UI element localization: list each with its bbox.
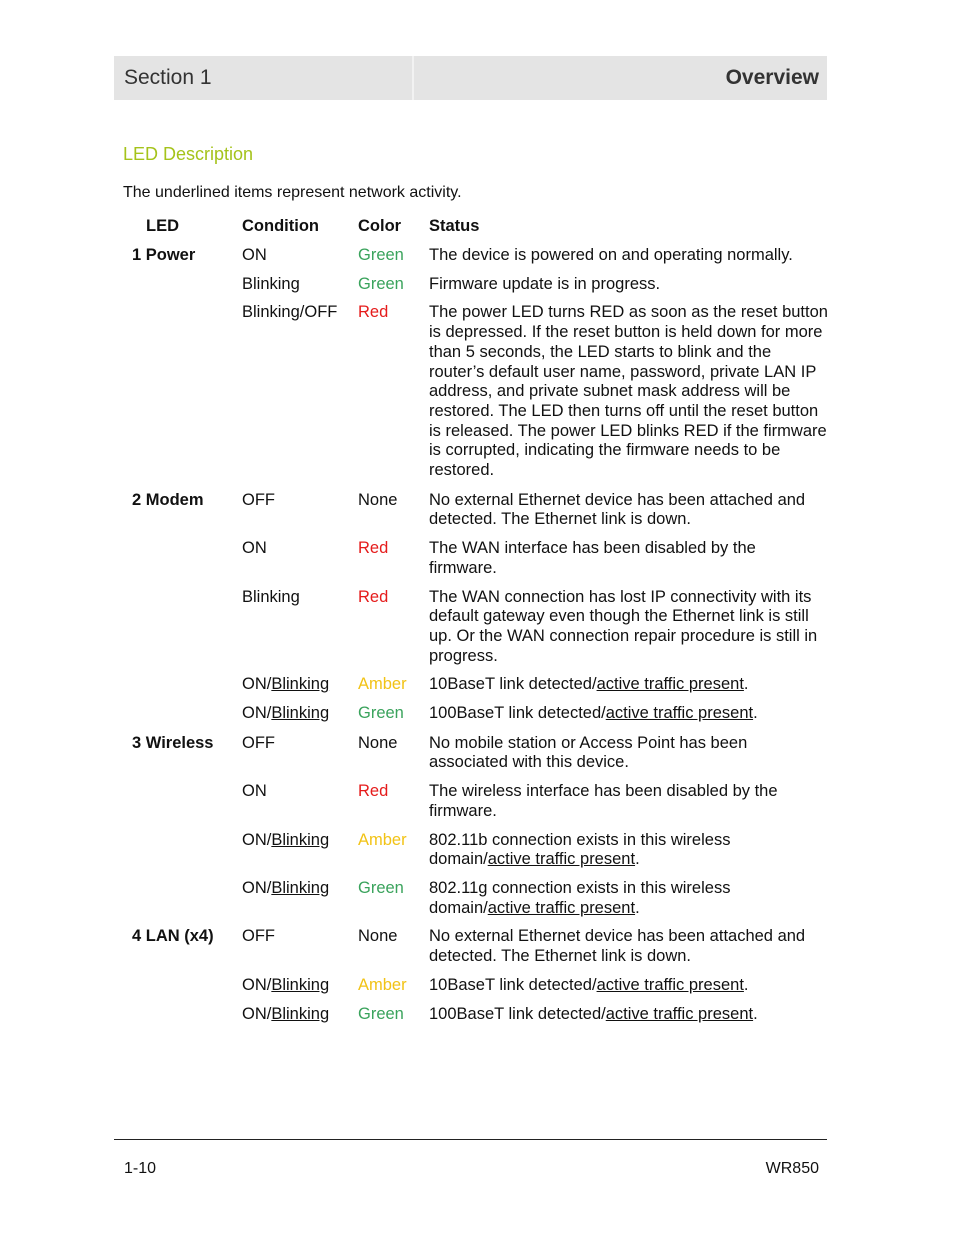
led-condition: ON bbox=[242, 782, 267, 801]
led-table bbox=[123, 217, 828, 1033]
led-name: 1 Power bbox=[132, 246, 196, 264]
table-row bbox=[123, 588, 828, 667]
led-condition: ON/Blinking bbox=[242, 704, 330, 723]
page-number: 1-10 bbox=[124, 1160, 157, 1177]
led-name: 4 LAN (x4) bbox=[132, 927, 214, 946]
led-color: Green bbox=[358, 246, 404, 264]
led-status: The power LED turns RED as soon as the reset button is depressed. If the reset button is held down for more than 5 seconds, the LED starts to blink and the router’s default user name, password, private LAN IP address, and private subnet mask address will be restored. The LED then turns off until the reset button is released. The power LED blinks RED if the firmware is corrupted, indicating the firmware needs to be restored. bbox=[429, 303, 828, 480]
led-status: 100BaseT link detected/active traffic present. bbox=[429, 704, 758, 723]
led-name bbox=[123, 782, 242, 821]
table-row bbox=[123, 675, 828, 695]
led-name bbox=[123, 275, 242, 295]
led-status: The WAN connection has lost IP connectivity with its default gateway even though the Ethernet link is still up. Or the WAN connection repair procedure is still in progress. bbox=[429, 587, 818, 665]
led-name bbox=[123, 1005, 242, 1025]
table-row bbox=[123, 1005, 828, 1025]
led-condition: ON/Blinking bbox=[242, 675, 330, 694]
table-row bbox=[123, 734, 828, 773]
led-name bbox=[123, 588, 242, 667]
led-color: Green bbox=[358, 878, 404, 897]
led-status: No mobile station or Access Point has been associated with this device. bbox=[429, 733, 748, 772]
led-color: Amber bbox=[358, 830, 407, 849]
table-row bbox=[123, 927, 828, 966]
table-row bbox=[123, 782, 828, 821]
led-group bbox=[123, 734, 828, 919]
led-description-heading: LED Description bbox=[123, 144, 254, 164]
led-name bbox=[123, 976, 242, 996]
led-color: None bbox=[358, 927, 398, 946]
led-color: Red bbox=[358, 539, 389, 558]
table-row bbox=[123, 879, 828, 918]
intro-text: The underlined items represent network activity. bbox=[123, 184, 462, 201]
table-row bbox=[123, 539, 828, 578]
led-name bbox=[123, 303, 242, 480]
led-color: Red bbox=[358, 587, 389, 606]
led-status: 100BaseT link detected/active traffic present. bbox=[429, 1004, 758, 1023]
led-status: The WAN interface has been disabled by the firmware. bbox=[429, 539, 756, 577]
led-color: Red bbox=[358, 782, 389, 801]
col-header-condition: Condition bbox=[242, 217, 319, 235]
model-name: WR850 bbox=[765, 1160, 819, 1177]
led-color: Green bbox=[358, 704, 404, 723]
led-name bbox=[123, 675, 242, 695]
led-name bbox=[123, 831, 242, 870]
led-condition: ON bbox=[242, 246, 267, 264]
table-header-row bbox=[123, 217, 828, 246]
table-row bbox=[123, 491, 828, 530]
led-color: Green bbox=[358, 1004, 404, 1023]
led-condition: ON/Blinking bbox=[242, 975, 330, 994]
led-status: The device is powered on and operating normally. bbox=[429, 246, 793, 264]
led-condition: OFF bbox=[242, 927, 275, 946]
led-condition: Blinking bbox=[242, 587, 300, 606]
led-groups bbox=[123, 246, 828, 1024]
table-row bbox=[123, 704, 828, 724]
led-color: Amber bbox=[358, 975, 407, 994]
led-condition: OFF bbox=[242, 733, 275, 752]
led-condition: ON/Blinking bbox=[242, 1004, 330, 1023]
led-color: None bbox=[358, 490, 398, 509]
section-label: Section 1 bbox=[124, 66, 212, 89]
table-row bbox=[123, 976, 828, 996]
page-header bbox=[114, 56, 827, 100]
led-name bbox=[123, 539, 242, 578]
led-group bbox=[123, 491, 828, 724]
led-condition: Blinking/OFF bbox=[242, 303, 338, 322]
led-status: 10BaseT link detected/active traffic present. bbox=[429, 675, 749, 694]
led-name bbox=[123, 704, 242, 724]
led-name: 2 Modem bbox=[132, 490, 204, 509]
led-name bbox=[123, 879, 242, 918]
section-title: Overview bbox=[412, 56, 827, 100]
led-status: No external Ethernet device has been attached and detected. The Ethernet link is down. bbox=[429, 927, 806, 966]
led-condition: OFF bbox=[242, 490, 275, 509]
led-color: Green bbox=[358, 274, 404, 293]
led-status: 802.11g connection exists in this wireless domain/active traffic present. bbox=[429, 878, 731, 917]
led-status: The wireless interface has been disabled by the firmware. bbox=[429, 782, 778, 820]
led-status: Firmware update is in progress. bbox=[429, 274, 661, 293]
led-color: Amber bbox=[358, 675, 407, 694]
col-header-color: Color bbox=[358, 217, 402, 235]
col-header-status: Status bbox=[429, 217, 480, 235]
led-condition: ON bbox=[242, 539, 267, 558]
led-status: No external Ethernet device has been attached and detected. The Ethernet link is down. bbox=[429, 490, 806, 529]
led-status: 802.11b connection exists in this wireless domain/active traffic present. bbox=[429, 830, 731, 869]
table-row bbox=[123, 303, 828, 480]
led-status: 10BaseT link detected/active traffic present. bbox=[429, 975, 749, 994]
col-header-led: LED bbox=[146, 217, 179, 235]
table-row bbox=[123, 831, 828, 870]
led-color: Red bbox=[358, 303, 389, 322]
led-name: 3 Wireless bbox=[132, 733, 214, 752]
led-condition: ON/Blinking bbox=[242, 878, 330, 897]
table-row bbox=[123, 246, 828, 266]
led-condition: Blinking bbox=[242, 274, 300, 293]
footer-divider bbox=[114, 1139, 827, 1140]
led-condition: ON/Blinking bbox=[242, 830, 330, 849]
led-group bbox=[123, 246, 828, 481]
led-group bbox=[123, 927, 828, 1024]
led-color: None bbox=[358, 733, 398, 752]
table-row bbox=[123, 275, 828, 295]
